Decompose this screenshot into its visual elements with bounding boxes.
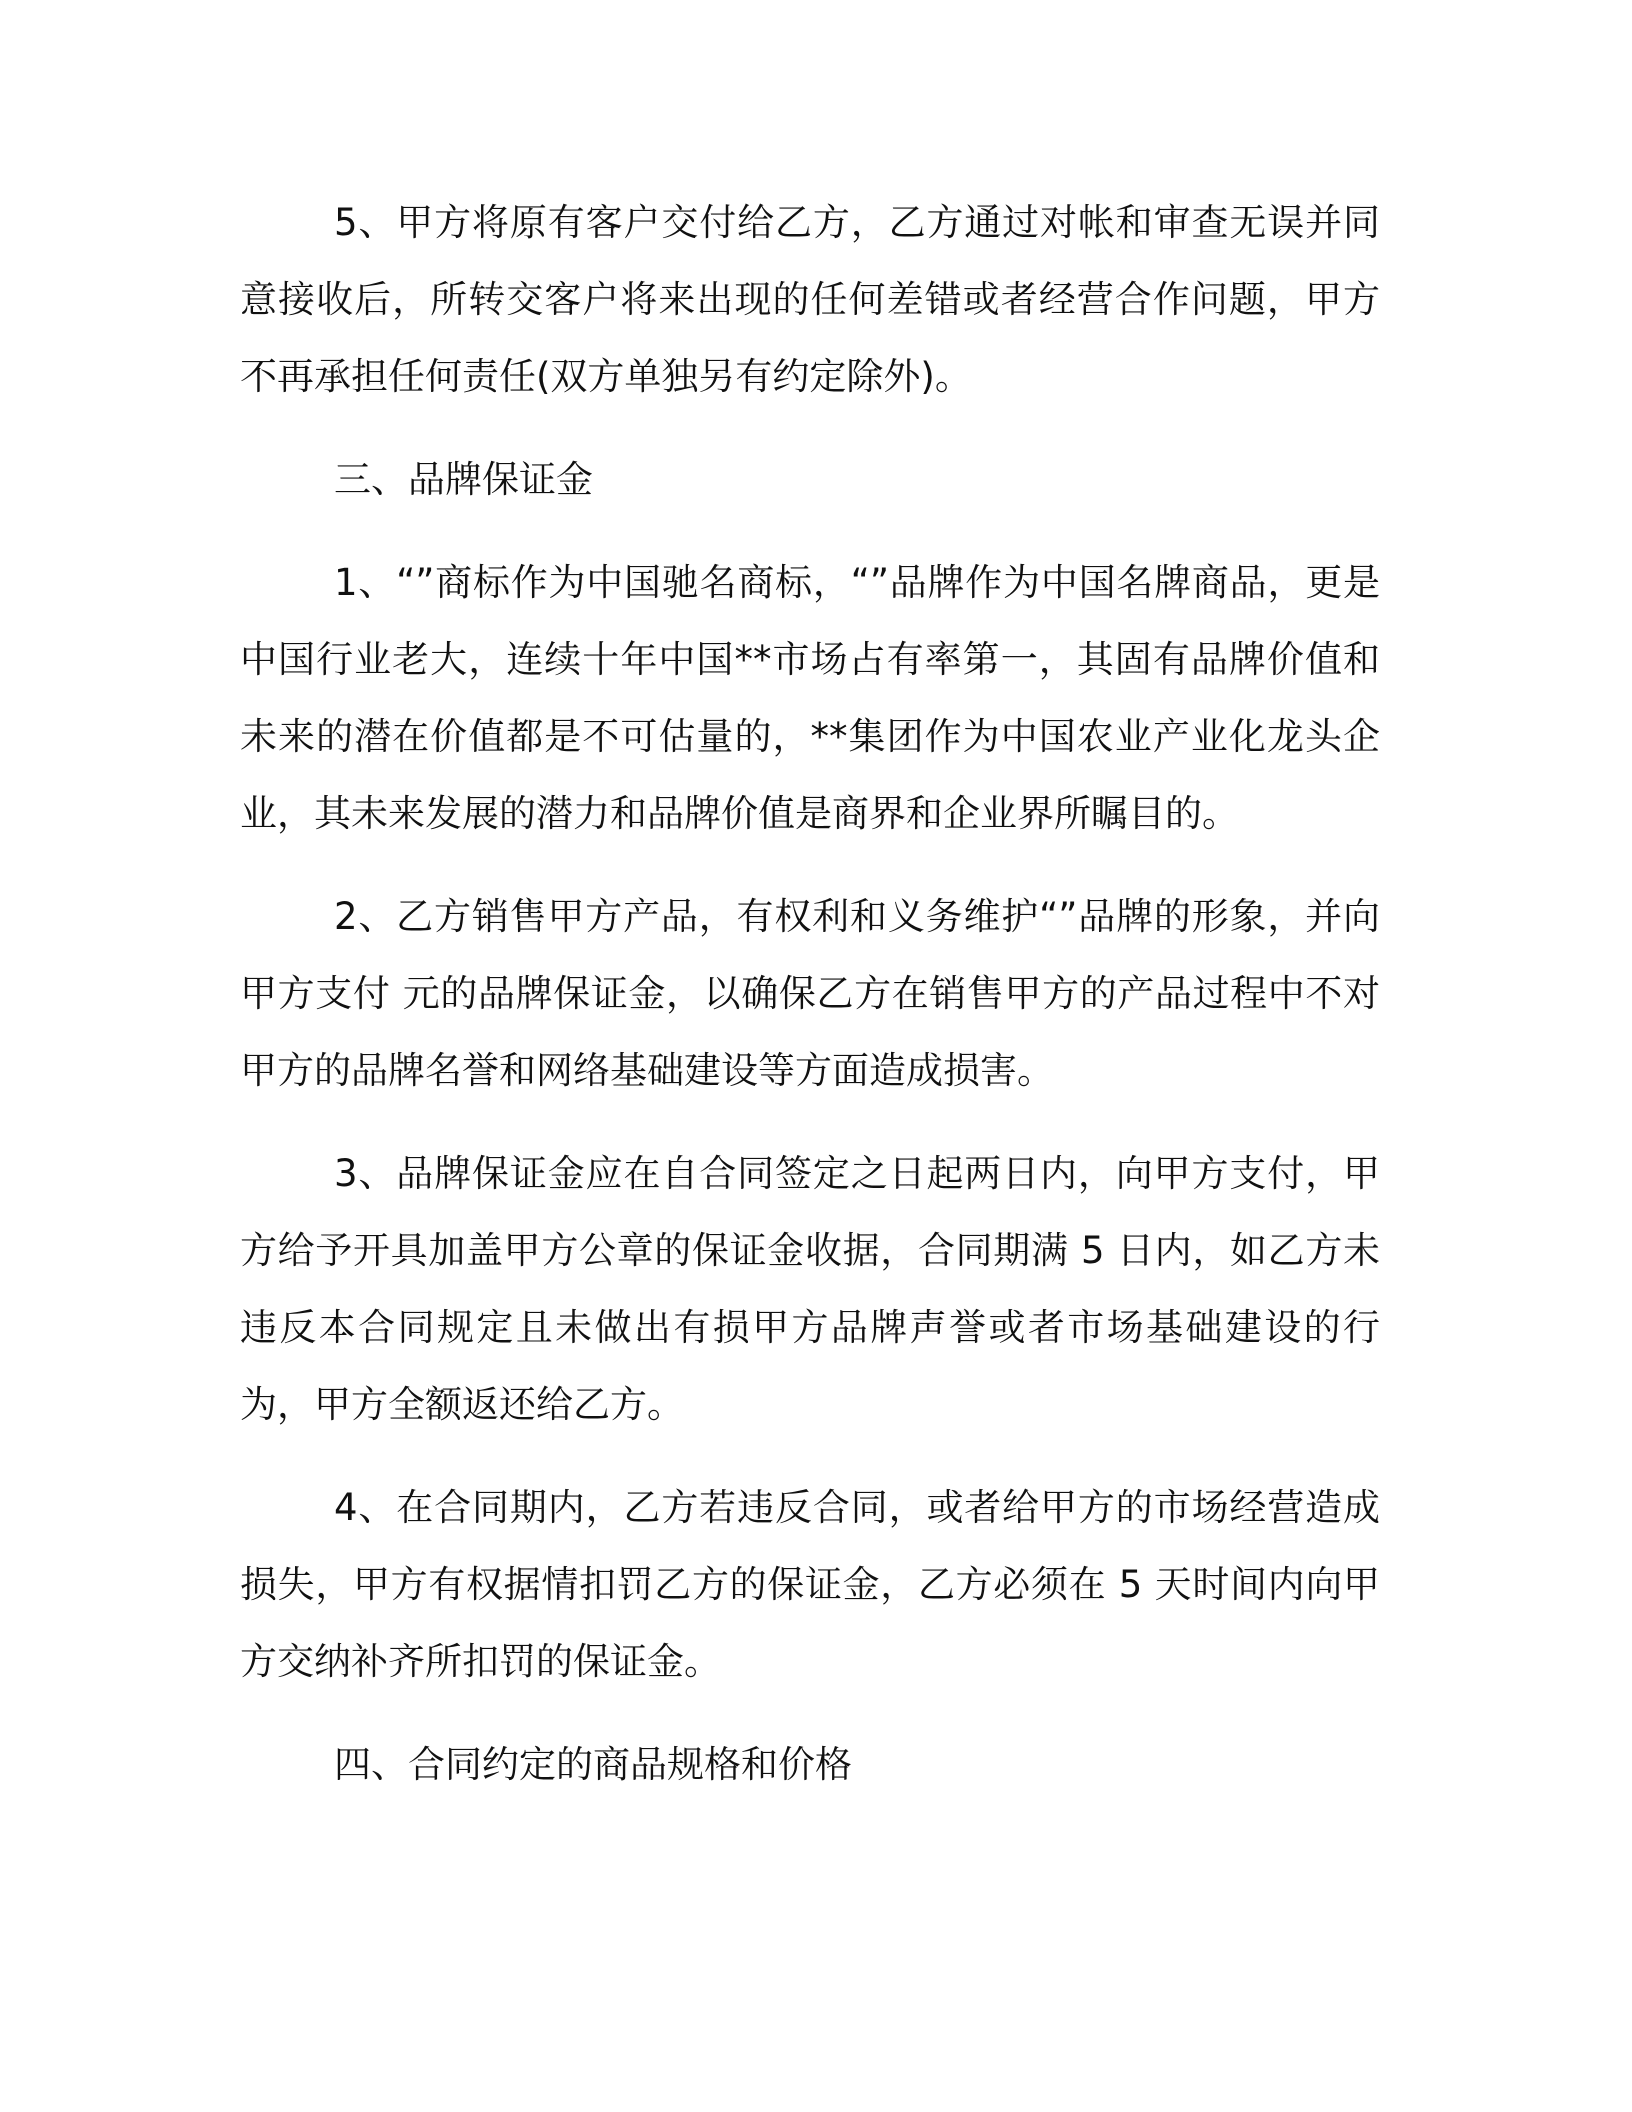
document-body	[240, 184, 1380, 1829]
clause-3-2: 2、乙方销售甲方产品，有权利和义务维护“”品牌的形象，并向甲方支付 元的品牌保证金，以确保乙方在销售甲方的产品过程中不对甲方的品牌名誉和网络基础建设等方面造成损害。	[240, 895, 1380, 1092]
clause-3-3: 3、品牌保证金应在自合同签定之日起两日内，向甲方支付，甲方给予开具加盖甲方公章的保证金收据，合同期满 5 日内，如乙方未违反本合同规定且未做出有损甲方品牌声誉或者市场基础建设的行为，甲方全额返还给乙方。	[240, 1152, 1380, 1426]
section-heading-3: 三、品牌保证金	[334, 458, 593, 501]
clause-3-4: 4、在合同期内，乙方若违反合同，或者给甲方的市场经营造成损失，甲方有权据情扣罚乙方的保证金，乙方必须在 5 天时间内向甲方交纳补齐所扣罚的保证金。	[240, 1486, 1380, 1683]
clause-2-5: 5、甲方将原有客户交付给乙方，乙方通过对帐和审查无误并同意接收后，所转交客户将来出现的任何差错或者经营合作问题，甲方不再承担任何责任(双方单独另有约定除外)。	[240, 201, 1380, 398]
clause-3-1: 1、“”商标作为中国驰名商标，“”品牌作为中国名牌商品，更是中国行业老大，连续十年中国**市场占有率第一，其固有品牌价值和未来的潜在价值都是不可估量的，**集团作为中国农业产业化龙头企业，其未来发展的潜力和品牌价值是商界和企业界所瞩目的。	[240, 561, 1380, 835]
section-heading-4: 四、合同约定的商品规格和价格	[334, 1743, 852, 1786]
